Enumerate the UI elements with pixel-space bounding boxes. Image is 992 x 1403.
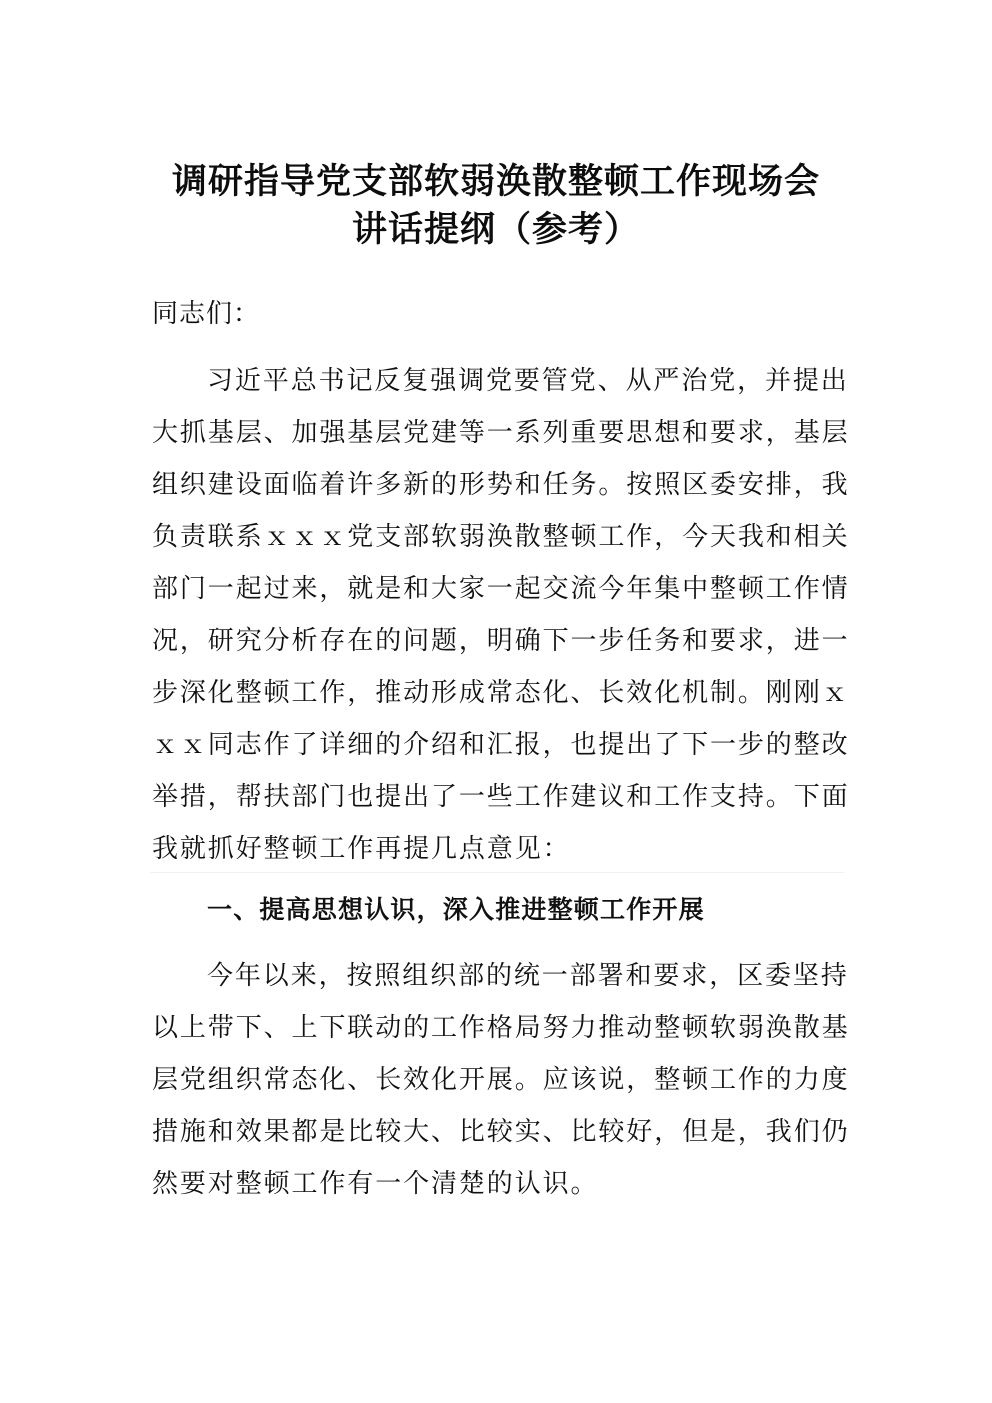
document-title-line-1: 调研指导党支部软弱涣散整顿工作现场会 xyxy=(171,162,820,202)
paragraph-2-line: 今年以来，按照组织部的统一部署和要求，区委坚持 xyxy=(207,961,849,991)
section-1-heading: 一、提高思想认识，深入推进整顿工作开展 xyxy=(207,895,705,924)
salutation: 同志们： xyxy=(152,299,261,329)
paragraph-1-line: 况，研究分析存在的问题，明确下一步任务和要求，进一 xyxy=(152,626,850,656)
paragraph-2-line: 层党组织常态化、长效化开展。应该说，整顿工作的力度 xyxy=(152,1065,850,1095)
paragraph-2-line: 然要对整顿工作有一个清楚的认识。 xyxy=(152,1169,599,1199)
section-divider xyxy=(150,872,844,873)
paragraph-1 xyxy=(152,355,850,875)
paragraph-1-line: 大抓基层、加强基层党建等一系列重要思想和要求，基层 xyxy=(152,418,850,448)
paragraph-1-line: 我就抓好整顿工作再提几点意见： xyxy=(152,834,571,864)
paragraph-2 xyxy=(152,950,850,1210)
paragraph-1-line: 组织建设面临着许多新的形势和任务。按照区委安排，我 xyxy=(152,470,850,500)
paragraph-1-line: ｘｘ同志作了详细的介绍和汇报，也提出了下一步的整改 xyxy=(152,730,850,760)
document-title-line-2: 讲话提纲（参考） xyxy=(351,210,640,250)
paragraph-2-line: 措施和效果都是比较大、比较实、比较好，但是，我们仍 xyxy=(152,1117,850,1147)
paragraph-1-line: 习近平总书记反复强调党要管党、从严治党，并提出 xyxy=(207,366,849,396)
paragraph-2-line: 以上带下、上下联动的工作格局努力推动整顿软弱涣散基 xyxy=(152,1013,850,1043)
paragraph-1-line: 步深化整顿工作，推动形成常态化、长效化机制。刚刚ｘ xyxy=(152,678,850,708)
paragraph-1-line: 举措，帮扶部门也提出了一些工作建议和工作支持。下面 xyxy=(152,782,850,812)
paragraph-1-line: 负责联系ｘｘｘ党支部软弱涣散整顿工作，今天我和相关 xyxy=(152,522,850,552)
paragraph-1-line: 部门一起过来，就是和大家一起交流今年集中整顿工作情 xyxy=(152,574,850,604)
